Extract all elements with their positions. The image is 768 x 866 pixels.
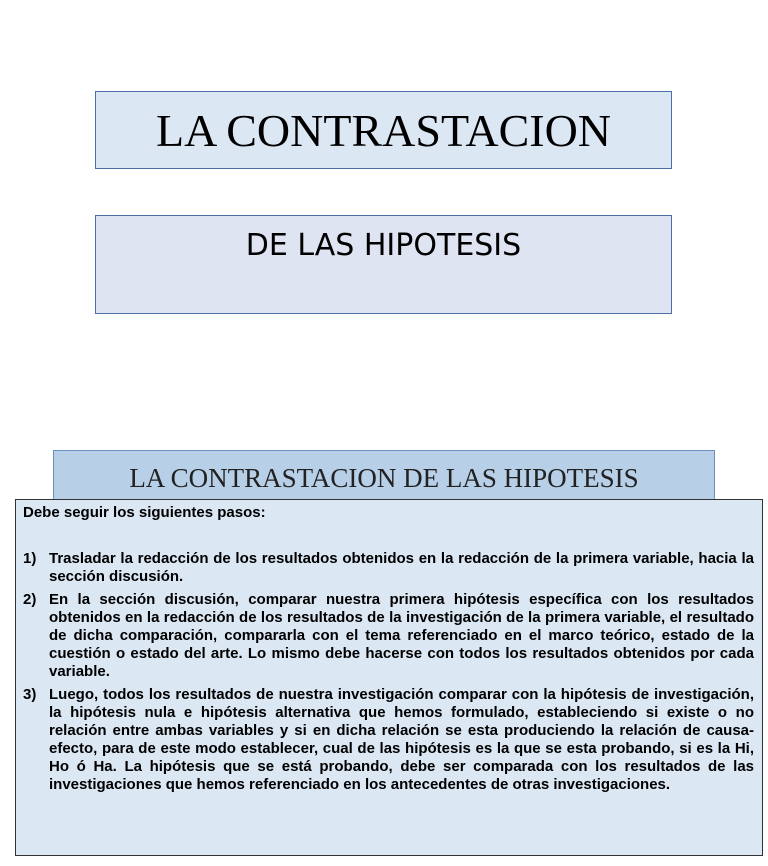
- section-header-text: LA CONTRASTACION DE LAS HIPOTESIS: [129, 463, 639, 493]
- step-text: Luego, todos los resultados de nuestra investigación comparar con la hipótesis de investigación, la hipótesis nula e hipótesis alternativa que hemos formulado, estableciendo si existe o no relación entre ambas variables y si en dicha relación se esta produciendo la relación de causa-efecto, para de este modo establecer, cual de las hipótesis es la que se esta probando, si es la Hi, Ho ó Ha. La hipótesis que se está probando, debe ser comparada con los resultados de las investigaciones que hemos referenciado en los antecedentes de otras investigaciones.: [49, 686, 754, 793]
- step-number: 1): [23, 550, 37, 567]
- list-item: [23, 550, 754, 586]
- step-number: 3): [23, 686, 37, 703]
- title-box: [95, 91, 672, 169]
- slide-subtitle: DE LAS HIPOTESIS: [245, 228, 522, 263]
- steps-list: [23, 550, 754, 794]
- subtitle-box: [95, 215, 672, 314]
- list-item: [23, 591, 754, 681]
- section-header: [53, 450, 715, 502]
- content-box: [15, 499, 763, 856]
- step-text: Trasladar la redacción de los resultados obtenidos en la redacción de la primera variable, hacia la sección discusión.: [49, 550, 754, 585]
- step-number: 2): [23, 591, 37, 608]
- intro-text: Debe seguir los siguientes pasos:: [23, 504, 266, 521]
- list-item: [23, 686, 754, 794]
- slide-title: LA CONTRASTACION: [155, 104, 612, 156]
- step-text: En la sección discusión, comparar nuestra primera hipótesis específica con los resultados obtenidos en la redacción de los resultados de la investigación de la primera variable, el resultado de dicha comparación, compararla con el tema referenciado en el marco teórico, estado de la cuestión o estado del arte. Lo mismo debe hacerse con todos los resultados obtenidos por cada variable.: [49, 591, 754, 680]
